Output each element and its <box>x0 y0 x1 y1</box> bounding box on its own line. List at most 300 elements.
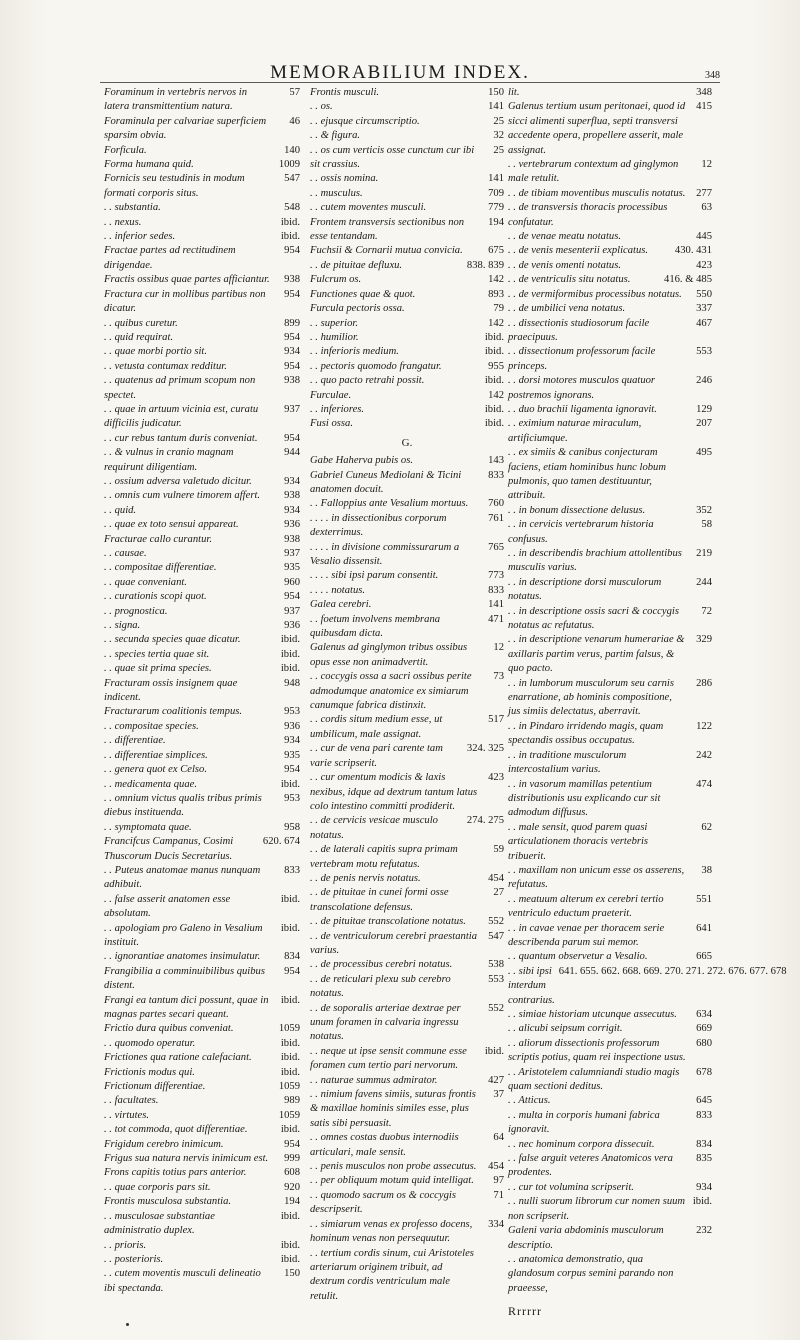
index-entry-text: Forma humana quid. <box>104 159 194 171</box>
index-entry <box>310 930 504 959</box>
index-entry <box>310 115 504 129</box>
index-entry <box>104 1123 300 1137</box>
index-entry <box>508 605 712 634</box>
index-entry-text: . . compositae species. <box>104 720 199 732</box>
index-entry <box>310 497 504 511</box>
index-entry-text: . . quid requirat. <box>104 331 174 343</box>
index-entry <box>104 590 300 604</box>
index-entry-text: . . de pituitae in cunei formi osse transcolatione defensus. <box>310 887 449 913</box>
index-entry-text: . . apologiam pro Galeno in Vesalium instituit. <box>104 922 263 948</box>
index-entry-text: . . prioris. <box>104 1239 147 1251</box>
index-entry <box>508 1138 712 1152</box>
index-entry-text: . . signa. <box>104 620 141 632</box>
index-entry <box>310 641 504 670</box>
index-entry-page: 454 <box>488 1161 504 1173</box>
index-entry-text: Frictionum differentiae. <box>104 1081 206 1093</box>
index-entry-page: 352 <box>696 504 712 516</box>
index-entry <box>104 835 300 864</box>
index-entry <box>104 1109 300 1123</box>
index-entry <box>508 345 712 374</box>
index-entry <box>508 1008 712 1022</box>
index-entry-page: 219 <box>696 548 712 559</box>
index-entry-text: Galea cerebri. <box>310 599 372 611</box>
index-entry-page: 893 <box>488 288 504 300</box>
index-entry-text: . . os. <box>310 101 333 113</box>
index-entry-text: Forficula. <box>104 144 147 156</box>
page-number: 348 <box>705 70 720 81</box>
index-entry <box>310 1045 504 1074</box>
index-entry <box>508 922 712 951</box>
page-title: MEMORABILIUM INDEX. <box>270 62 530 83</box>
index-entry-page: 141 <box>488 101 504 113</box>
index-entry <box>104 403 300 432</box>
index-entry-page: 37 <box>493 1089 504 1101</box>
index-entry-page: 833 <box>696 1109 712 1121</box>
index-entry-page: 954 <box>284 360 300 372</box>
index-entry-page: 63 <box>701 202 712 214</box>
index-entry <box>508 1195 712 1224</box>
index-entry <box>508 504 712 518</box>
index-entry-text: . . tot commoda, quot differentiae. <box>104 1124 248 1136</box>
index-entry-page: 953 <box>284 792 300 804</box>
index-entry-page: 277 <box>696 187 712 199</box>
index-entry <box>310 958 504 972</box>
index-entry-page: 474 <box>696 778 712 790</box>
index-entry-text: . . penis musculos non probe assecutus. <box>310 1161 477 1173</box>
index-entry-text: . . in traditione musculorum intercostalium varius. <box>508 749 627 776</box>
index-entry-text: . . false asserit anatomen esse absolutam. <box>104 893 231 920</box>
index-entry-text: . . dissectionum professorum facile princeps. <box>508 346 656 372</box>
index-entry-text: Frictiones qua ratione calefaciant. <box>104 1052 252 1064</box>
index-entry-text: Furculae. <box>310 389 352 401</box>
index-entry-text: . . meatuum alterum ex cerebri tertio ventriculo eductum praeterit. <box>508 893 664 920</box>
index-entry-text: . . substantia. <box>104 202 161 214</box>
index-entry <box>104 763 300 777</box>
index-entry-text: . . os cum verticis osse cunctum cur ibi sit crassius. <box>310 144 475 171</box>
index-entry-text: . . in lumborum musculorum seu carnis enarratione, ab hominis compositione, jus simiis delectatus, aberravit. <box>508 677 674 718</box>
index-entry-page: 960 <box>284 576 300 588</box>
index-entry-text: . . nexus. <box>104 216 142 228</box>
index-entry <box>104 1037 300 1051</box>
index-entry-page: 416. & 485 <box>664 274 712 286</box>
index-entry-text: . . Falloppius ante Vesalium mortuus. <box>310 498 469 510</box>
index-entry <box>508 1109 712 1138</box>
index-entry-page: 1059 <box>278 1023 300 1035</box>
index-entry-page: 954 <box>284 288 300 300</box>
index-entry-text: . . de transversis thoracis processibus confutatur. <box>508 202 668 228</box>
index-entry-text: Frangi ea tantum dici possunt, quae in magnas partes secari queant. <box>104 994 269 1020</box>
index-entry <box>310 187 504 201</box>
index-entry <box>508 778 712 821</box>
index-entry-text: . . de penis nervis notatus. <box>310 872 421 884</box>
index-entry <box>310 201 504 215</box>
index-entry <box>104 446 300 475</box>
index-entry-page: 779 <box>488 202 504 214</box>
section-letter: G. <box>401 436 413 449</box>
index-entry-page: 765 <box>488 541 504 553</box>
index-entry-text: Galenus ad ginglymon tribus ossibus opus esse non animadvertit. <box>310 642 468 668</box>
index-entry <box>310 541 504 570</box>
index-entry-page: 550 <box>696 288 712 300</box>
index-entry-page: 25 <box>493 144 504 156</box>
index-entry-text: . . maxillam non unicum esse os asserens, refutatus. <box>508 864 685 891</box>
index-entry-text: . . posterioris. <box>104 1253 164 1265</box>
index-entry-page: 834 <box>284 951 300 963</box>
index-entry-text: . . genera quot ex Celso. <box>104 764 207 776</box>
index-entry <box>310 216 504 245</box>
index-entry-page: 1059 <box>278 1081 300 1093</box>
index-entry-page: 920 <box>284 1181 300 1193</box>
index-entry <box>508 1066 712 1095</box>
index-entry-text: . . . . in divisione commissurarum a Vesalio dissensit. <box>310 541 460 567</box>
index-entry-text: Fornicis seu testudinis in modum formati corporis situs. <box>104 173 245 199</box>
index-entry-page: 936 <box>284 720 300 732</box>
index-entry-text: . . ejusque circumscriptio. <box>310 115 420 127</box>
index-entry <box>104 504 300 518</box>
index-entry-text: . . omnis cum vulnere timorem affert. <box>104 490 261 502</box>
index-entry <box>310 469 504 498</box>
index-entry <box>104 605 300 619</box>
index-entry <box>104 778 300 792</box>
index-entry-text: . . dorsi motores musculos quatuor postremos ignorans. <box>508 375 656 401</box>
index-entry <box>508 1181 712 1195</box>
index-entry <box>508 302 712 316</box>
index-entry <box>310 360 504 374</box>
index-entry <box>508 403 712 417</box>
index-entry-text: . . in descriptione ossis sacri & coccygis notatus ac refutatus. <box>508 605 679 632</box>
index-entry-text: . . neque ut ipse sensit commune esse foramen cum tertio pari nervorum. <box>310 1045 467 1072</box>
index-entry <box>310 973 504 1002</box>
index-entry-page: 286 <box>696 677 712 689</box>
index-entry-page: 934 <box>284 346 300 358</box>
index-entry-text: . . musculus. <box>310 187 363 199</box>
ink-speck <box>126 1323 129 1326</box>
index-entry-page: 38 <box>701 864 712 876</box>
index-entry-text: . . de tibiam moventibus musculis notatus. <box>508 187 686 199</box>
index-entry-page: 140 <box>284 144 300 156</box>
index-column-1 <box>104 86 300 1296</box>
index-entry <box>104 720 300 734</box>
index-entry-page: 954 <box>284 331 300 343</box>
index-entry <box>310 417 504 431</box>
index-entry-page: ibid. <box>280 231 300 243</box>
index-entry <box>310 1074 504 1088</box>
index-entry-text: . . in describendis brachium attollentibus musculis varius. <box>508 548 682 574</box>
index-entry <box>508 446 712 504</box>
index-entry-page: ibid. <box>484 346 504 358</box>
index-entry <box>310 1174 504 1188</box>
index-entry <box>508 158 712 187</box>
index-entry <box>104 1022 300 1036</box>
index-entry-text: . . de processibus cerebri notatus. <box>310 959 453 971</box>
index-entry-page: 948 <box>284 677 300 689</box>
index-entry-page: 548 <box>284 202 300 214</box>
index-entry <box>310 670 504 713</box>
index-entry <box>104 1166 300 1180</box>
index-entry-text: Frontis musculosa substantia. <box>104 1196 232 1208</box>
index-entry-page: 348 <box>696 87 712 98</box>
index-entry-text: . . de venis mesenterii explicatus. <box>508 245 649 257</box>
index-entry <box>310 273 504 287</box>
index-entry-page: 838. 839 <box>466 259 504 271</box>
index-entry-text: . . quae conveniant. <box>104 576 187 588</box>
index-entry <box>104 288 300 317</box>
index-entry-text: Fractis ossibus quae partes afficiantur. <box>104 274 270 286</box>
index-entry-text: . . cutem moventes musculi. <box>310 202 427 214</box>
index-entry-page: 551 <box>696 893 712 905</box>
index-entry-page: ibid. <box>484 1045 504 1057</box>
index-entry-page: 955 <box>488 360 504 372</box>
index-entry <box>508 273 712 287</box>
signature-mark: Rrrrrr <box>508 1304 542 1318</box>
index-entry-page: 678 <box>696 1066 712 1078</box>
index-entry-page: 833 <box>488 469 504 481</box>
index-entry-text: Frictionis modus qui. <box>104 1066 195 1078</box>
index-entry-page: 423 <box>488 772 504 784</box>
index-entry-page: 552 <box>488 916 504 928</box>
index-entry-text: . . musculosae substantiae administratio duplex. <box>104 1210 215 1237</box>
index-entry-page: ibid. <box>280 893 300 905</box>
index-entry <box>310 86 504 100</box>
index-entry-page: ibid. <box>280 1037 300 1049</box>
index-entry <box>508 821 712 864</box>
index-entry-page: 937 <box>284 548 300 559</box>
index-entry <box>104 648 300 662</box>
index-entry <box>104 619 300 633</box>
index-entry-text: . . differentiae simplices. <box>104 749 208 761</box>
index-entry <box>104 1253 300 1267</box>
index-entry-text: . . secunda species quae dicatur. <box>104 634 241 646</box>
index-entry-text: . . nulli suorum librorum cur nomen suum non scripserit. <box>508 1196 686 1222</box>
index-entry <box>104 677 300 706</box>
index-entry <box>104 345 300 359</box>
index-entry <box>104 1066 300 1080</box>
index-entry <box>508 374 712 403</box>
index-entry-text: . . compositae differentiae. <box>104 562 217 574</box>
index-entry <box>310 1160 504 1174</box>
index-entry-text: . . tertium cordis sinum, cui Aristoteles arteriarum originem tribuit, ad dextrum cordis ventriculum male retulit. <box>310 1247 474 1302</box>
index-entry-text: . . foetum involvens membrana quibusdam dicta. <box>310 613 441 640</box>
index-entry-text: . . inferior sedes. <box>104 231 176 243</box>
index-entry <box>508 86 712 100</box>
index-entry <box>508 1022 712 1036</box>
index-entry-page: 538 <box>488 959 504 971</box>
index-entry <box>104 749 300 763</box>
index-entry-text: . . quid. <box>104 504 137 516</box>
index-entry <box>508 259 712 273</box>
index-entry-text: . . de reticulari plexu sub cerebro notatus. <box>310 973 451 1000</box>
index-entry <box>508 547 712 576</box>
index-entry-page: 833 <box>488 584 504 596</box>
index-entry-page: 64 <box>493 1132 504 1144</box>
index-entry-page: 773 <box>488 570 504 582</box>
index-column-2 <box>310 86 504 1304</box>
index-entry-page: ibid. <box>484 418 504 430</box>
index-entry-text: . . in Pindaro irridendo magis, quam spectandis ossibus occupatus. <box>508 720 664 747</box>
index-entry-text: . . cordis situm medium esse, ut umbilicum, male assignat. <box>310 714 443 740</box>
index-entry-text: . . differentiae. <box>104 735 166 747</box>
index-entry-text: . . sibi ipsi interdum contrarius. <box>508 965 555 1006</box>
index-entry-page: 620. 674 <box>262 836 300 848</box>
index-entry-text: Galeni varia abdominis musculorum descriptio. <box>508 1225 664 1251</box>
index-entry-page: 97 <box>493 1175 504 1187</box>
index-entry-text: . . eximium naturae miraculum, artificiumque. <box>508 418 642 444</box>
index-entry <box>104 965 300 994</box>
index-entry <box>310 872 504 886</box>
index-entry-page: 937 <box>284 605 300 617</box>
index-entry <box>310 403 504 417</box>
index-entry-page: 242 <box>696 749 712 761</box>
index-entry-page: 938 <box>284 274 300 286</box>
index-entry-page: 142 <box>488 274 504 286</box>
index-entry-page: 274. 275 <box>466 815 504 827</box>
index-entry-page: ibid. <box>280 663 300 675</box>
index-entry-page: ibid. <box>280 922 300 934</box>
index-entry-text: . . per obliquum motum quid intelligat. <box>310 1175 474 1187</box>
index-entry <box>310 598 504 612</box>
index-entry <box>104 864 300 893</box>
index-entry <box>104 1094 300 1108</box>
index-entry <box>508 749 712 778</box>
index-entry-text: . . quomodo sacrum os & coccygis descripserit. <box>310 1189 456 1216</box>
index-entry-page: 142 <box>488 317 504 329</box>
index-entry <box>310 345 504 359</box>
index-entry-text: . . de soporalis arteriae dextrae per unum foramen in calvaria ingressu notatus. <box>310 1002 461 1043</box>
index-entry <box>310 454 504 468</box>
index-entry-page: 73 <box>493 671 504 683</box>
index-entry <box>508 1152 712 1181</box>
index-entry-page: 58 <box>701 519 712 531</box>
index-entry <box>508 1037 712 1066</box>
index-entry-text: Fulcrum os. <box>310 274 362 286</box>
index-entry-text: . . quae sit prima species. <box>104 663 212 675</box>
index-entry <box>508 518 712 547</box>
index-entry-page: 552 <box>488 1002 504 1014</box>
index-entry <box>104 994 300 1023</box>
index-entry-page: 32 <box>493 130 504 142</box>
index-entry-text: . . . . sibi ipsi parum consentit. <box>310 570 439 582</box>
index-entry-page: 143 <box>488 455 504 467</box>
index-entry <box>104 201 300 215</box>
index-entry <box>508 893 712 922</box>
index-entry-text: . . de vermiformibus processibus notatus. <box>508 288 682 300</box>
index-entry-text: . . & vulnus in cranio magnam requirunt diligentiam. <box>104 447 234 473</box>
index-entry-page: 675 <box>488 245 504 257</box>
index-entry-page: 835 <box>696 1153 712 1165</box>
index-entry <box>310 244 504 258</box>
index-entry-page: 989 <box>284 1095 300 1107</box>
index-entry-page: 934 <box>284 475 300 487</box>
index-entry <box>310 100 504 114</box>
index-entry-page: 938 <box>284 375 300 387</box>
index-entry-page: 954 <box>284 432 300 444</box>
index-entry-page: 415 <box>696 101 712 113</box>
index-entry <box>104 533 300 547</box>
index-entry <box>508 1253 712 1296</box>
index-entry-text: Gabe Haherva pubis os. <box>310 455 413 467</box>
index-entry <box>310 1088 504 1131</box>
index-entry-text: . . & figura. <box>310 130 361 142</box>
index-entry <box>104 86 300 115</box>
index-entry-page: 553 <box>696 346 712 358</box>
index-entry-text: . . false arguit veteres Anatomicos vera prodentes. <box>508 1153 673 1179</box>
index-entry <box>104 561 300 575</box>
index-entry-page: 936 <box>284 519 300 531</box>
index-entry <box>104 1051 300 1065</box>
index-entry-text: Foraminum in vertebris nervos in latera transmittentium natura. <box>104 87 248 113</box>
index-entry <box>310 742 504 771</box>
index-entry-page: 641. 655. 662. 668. 669. 270. 271. 272. 676. 677. 678 <box>558 965 787 977</box>
index-entry-text: Frangibilia a comminuibilibus quibus distent. <box>104 965 265 992</box>
index-entry <box>310 144 504 173</box>
index-entry-page: 194 <box>488 216 504 228</box>
index-entry-text: . . de ventriculis situ notatus. <box>508 274 631 286</box>
index-entry <box>508 720 712 749</box>
index-entry-page: 935 <box>284 562 300 574</box>
index-entry <box>310 331 504 345</box>
index-entry <box>104 1152 300 1166</box>
index-entry-text: Frontem transversis sectionibus non esse tentandam. <box>310 216 465 243</box>
index-entry-page: 427 <box>488 1074 504 1086</box>
index-entry <box>104 244 300 273</box>
index-entry-text: . . quae in artuum vicinia est, curatu difficilis judicatur. <box>104 403 259 430</box>
index-entry-text: . . cur tot volumina scripserit. <box>508 1181 634 1193</box>
index-entry <box>104 792 300 821</box>
index-entry-text: . . medicamenta quae. <box>104 778 197 790</box>
index-entry-text: . . omnes costas duobus internodiis articulari, male sensit. <box>310 1132 459 1158</box>
index-entry-page: ibid. <box>280 1239 300 1251</box>
index-entry <box>104 489 300 503</box>
index-entry-text: Functiones quae & quot. <box>310 288 416 300</box>
index-entry-text: Fracturam ossis insignem quae indicent. <box>104 677 238 704</box>
index-entry <box>104 1138 300 1152</box>
index-entry-page: 938 <box>284 533 300 545</box>
index-entry-text: . . alicubi seipsum corrigit. <box>508 1023 623 1035</box>
index-entry-text: . . quae morbi portio sit. <box>104 346 207 358</box>
index-entry <box>508 244 712 258</box>
index-entry-page: ibid. <box>280 634 300 646</box>
index-entry-page: ibid. <box>484 331 504 343</box>
index-entry <box>310 317 504 331</box>
index-entry-text: . . de pituitae defluxu. <box>310 259 403 271</box>
index-entry <box>310 771 504 814</box>
index-entry-text: Frontis musculi. <box>310 87 380 98</box>
index-entry <box>310 389 504 403</box>
index-entry-page: 935 <box>284 749 300 761</box>
index-entry-text: . . ossium adversa valetudo dicitur. <box>104 475 252 487</box>
index-entry-page: 194 <box>284 1196 300 1208</box>
index-entry-page: 337 <box>696 303 712 315</box>
index-entry-page: 334 <box>488 1218 504 1230</box>
index-entry-text: . . male sensit, quod parem quasi articulationem thoracis vertebris tribuerit. <box>508 821 649 862</box>
index-entry <box>310 288 504 302</box>
index-entry <box>508 417 712 446</box>
index-entry-text: . . in descriptione venarum humerariae & axillaris partim verus, partim falsus, & quo pacto. <box>508 634 685 675</box>
index-entry <box>104 922 300 951</box>
index-entry <box>104 144 300 158</box>
index-entry-page: 329 <box>696 634 712 646</box>
index-entry-page: 141 <box>488 173 504 185</box>
index-entry <box>508 201 712 230</box>
index-entry-text: . . cur omentum modicis & laxis nexibus, idque ad dextrum tantum latus colo intestino committi prodiderit. <box>310 772 478 812</box>
index-entry <box>104 432 300 446</box>
index-entry-text: . . de pituitae transcolatione notatus. <box>310 916 466 928</box>
index-entry <box>310 129 504 143</box>
index-entry-text: . . in cervicis vertebrarum historia confusus. <box>508 519 654 545</box>
index-entry-text: . . in descriptione dorsi musculorum notatus. <box>508 576 662 603</box>
index-entry-page: 129 <box>696 403 712 415</box>
index-entry-page: 46 <box>289 115 300 127</box>
